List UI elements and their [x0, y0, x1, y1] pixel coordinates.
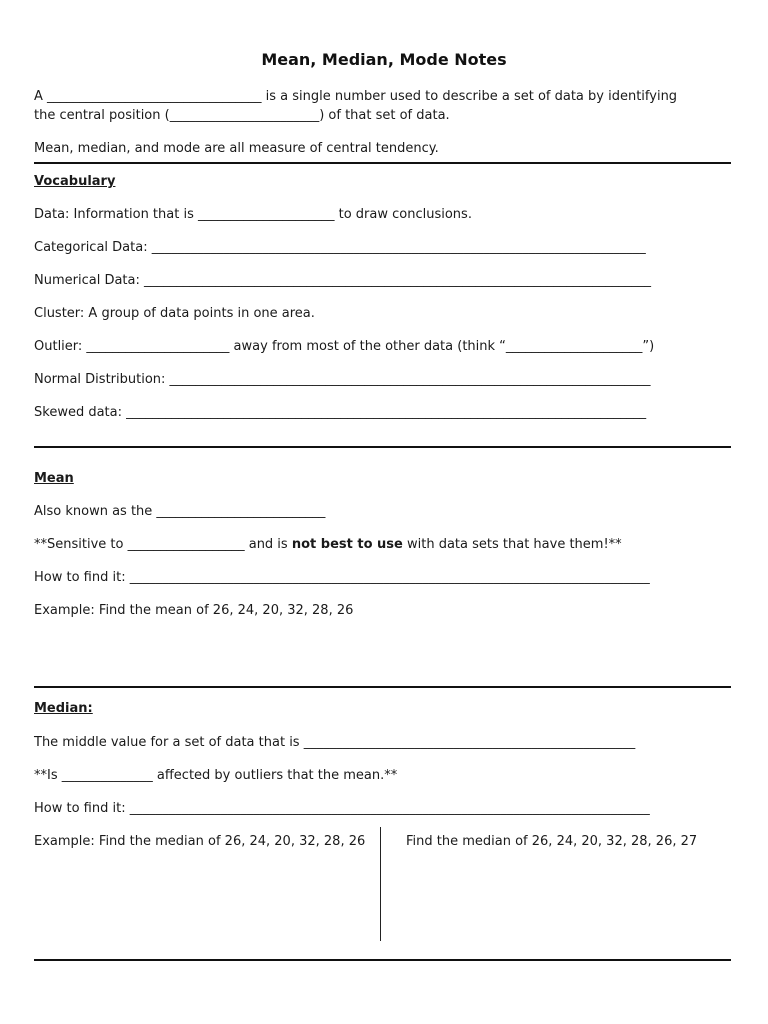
vocab-normal: Normal Distribution: __________________________________________________________________________	[34, 372, 651, 387]
mean-sensitive-bold: not best to use	[291, 537, 403, 552]
mean-how: How to find it: ________________________________________________________________________________	[34, 570, 650, 585]
median-heading: Median:	[34, 701, 93, 716]
intro-line-1: A _________________________________ is a single number used to describe a set of data by identifying	[34, 89, 678, 104]
vocab-outlier: Outlier: ______________________ away from most of the other data (think “_____________________”)	[34, 339, 655, 354]
median-example-right: Find the median of 26, 24, 20, 32, 28, 26, 27	[406, 834, 698, 849]
vocab-numerical: Numerical Data: ______________________________________________________________________________	[34, 273, 651, 288]
section-divider	[34, 686, 731, 688]
page-title: Mean, Median, Mode Notes	[261, 50, 507, 69]
mean-aka: Also known as the __________________________	[34, 504, 326, 519]
section-divider	[34, 959, 731, 961]
vocabulary-heading: Vocabulary	[34, 174, 116, 189]
median-middle: The middle value for a set of data that is ___________________________________________________	[34, 735, 636, 750]
section-divider	[34, 446, 731, 448]
example-column-divider	[380, 827, 381, 941]
section-divider	[34, 162, 731, 164]
median-affected: **Is ______________ affected by outliers that the mean.**	[34, 768, 398, 783]
median-how: How to find it: ________________________________________________________________________________	[34, 801, 650, 816]
mean-example: Example: Find the mean of 26, 24, 20, 32, 28, 26	[34, 603, 354, 618]
mean-heading: Mean	[34, 471, 74, 486]
mean-sensitive-pre: **Sensitive to __________________ and is	[34, 537, 292, 552]
vocab-categorical: Categorical Data: ____________________________________________________________________________	[34, 240, 646, 255]
intro-line-3: Mean, median, and mode are all measure of central tendency.	[34, 141, 439, 156]
mean-sensitive-post: with data sets that have them!**	[402, 537, 622, 552]
vocab-cluster: Cluster: A group of data points in one area.	[34, 306, 315, 321]
median-example-left: Example: Find the median of 26, 24, 20, 32, 28, 26	[34, 834, 366, 849]
vocab-data: Data: Information that is _____________________ to draw conclusions.	[34, 207, 472, 222]
mean-sensitive	[34, 536, 622, 553]
intro-line-2: the central position (_______________________) of that set of data.	[34, 108, 450, 123]
vocab-skewed: Skewed data: ________________________________________________________________________________	[34, 405, 647, 420]
